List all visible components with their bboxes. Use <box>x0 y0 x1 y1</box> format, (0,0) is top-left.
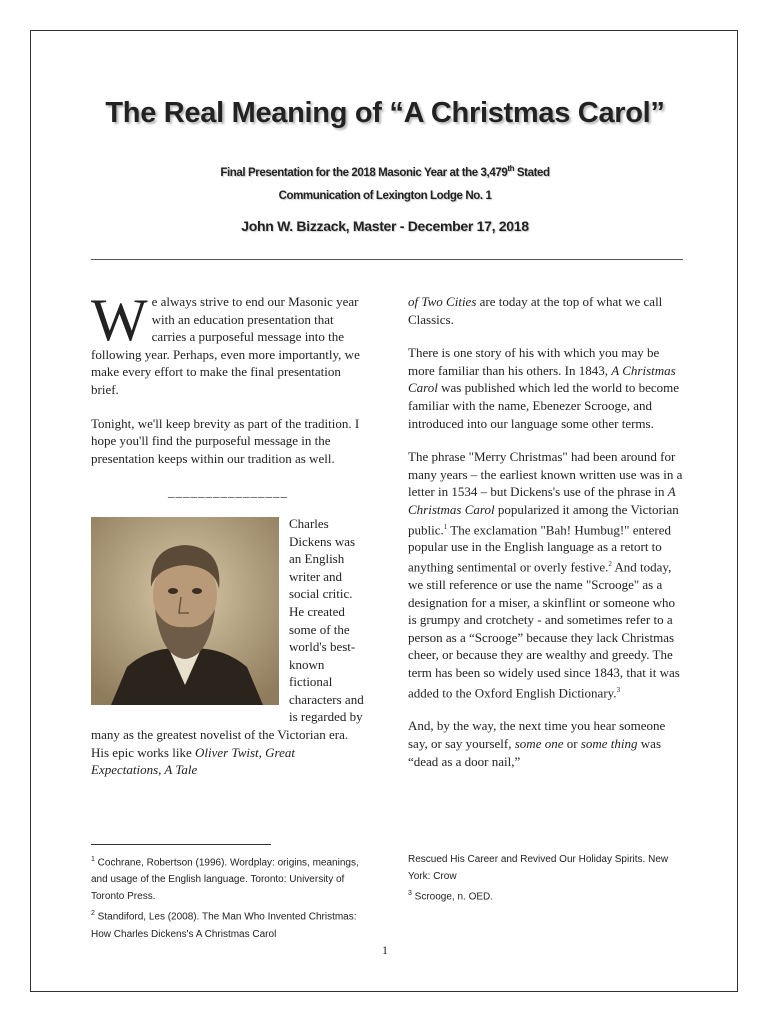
paragraph-classics <box>408 293 686 328</box>
paragraph-carol-text-b: was published which led the world to become familiar with the name, Ebenezer Scrooge, and introduced into our language some other terms. <box>408 380 680 431</box>
book-title-italic: of Two Cities <box>408 294 477 309</box>
door-nail-text-b: or <box>563 736 581 752</box>
right-column <box>408 293 686 786</box>
paragraph-tradition: Tonight, we'll keep brevity as part of the tradition. I hope you'll find the purposeful message in the presentation keeps within our tradition as well. <box>91 415 360 466</box>
document-page <box>30 30 738 992</box>
footnote-2-continued: Rescued His Career and Revived Our Holiday Spirits. New York: Crow <box>408 854 669 882</box>
charles-dickens-portrait <box>91 517 279 705</box>
footnote-1-number: 1 <box>91 856 95 863</box>
paragraph-merry-christmas <box>408 448 686 701</box>
left-column <box>91 287 365 795</box>
footnote-1 <box>91 851 371 905</box>
paragraph-christmas-carol <box>408 344 686 432</box>
footnotes-left <box>91 851 371 943</box>
document-title: The Real Meaning of “A Christmas Carol” <box>105 97 665 129</box>
document-subtitle <box>31 157 739 208</box>
subtitle-line1 <box>220 164 550 179</box>
footnote-3-text: Scrooge, n. OED. <box>411 891 494 903</box>
footnote-3 <box>408 885 688 905</box>
subtitle-superscript: th <box>507 164 515 173</box>
carol-title-italic: A Christmas Carol <box>408 362 676 396</box>
footnote-ref-3[interactable]: 3 <box>616 685 621 694</box>
drop-cap: W <box>91 287 148 353</box>
paragraph-classics-text: are today at the top of what we call Classics. <box>408 294 663 327</box>
footnotes-right <box>408 851 688 905</box>
book-titles-italic: Oliver Twist, Great Expectations, A Tale <box>91 744 296 778</box>
italic-some-one: some one <box>514 736 564 752</box>
footnote-1-text: Cochrane, Robertson (1996). Wordplay: origins, meanings, and usage of the English language. Toronto: University of Toronto Press. <box>91 857 359 903</box>
author-line: John W. Bizzack, Master - December 17, 2018 <box>241 218 529 234</box>
footnote-2-number: 2 <box>91 910 95 918</box>
merry-text-d: And today, we still reference or use the name "Scrooge" as a designation for a miser, a skinflint or someone who is grumpy and crotchety - and sometimes refer to a person as a “Scrooge” because they lack Christmas cheer, or because they are wealthy and greedy. The term has been so widely used since 1843, that it was added to the Oxford English Dictionary. <box>408 559 680 700</box>
merry-text-a: The phrase "Merry Christmas" had been around for many years – the earliest known written use was in a letter in 1534 – but Dickens's use of the phrase in <box>408 449 683 500</box>
footnote-2 <box>91 905 371 942</box>
paragraph-dickens <box>91 515 365 779</box>
subtitle-line1-text: Final Presentation for the 2018 Masonic Year at the 3,479 <box>220 166 508 179</box>
page-number: 1 <box>382 943 388 957</box>
italic-some-thing: some thing <box>580 736 638 752</box>
merry-text-c: The exclamation "Bah! Humbug!" entered popular use in the English language as a retort to anything sentimental or overly festive. <box>408 521 671 575</box>
subtitle-line1-end: Stated <box>514 166 550 179</box>
subtitle-line2: Communication of Lexington Lodge No. 1 <box>278 189 492 202</box>
footnote-ref-1[interactable]: 1 <box>443 522 448 531</box>
door-nail-text-c: was “dead as a door nail,” <box>408 736 662 769</box>
paragraph-door-nail <box>408 717 686 770</box>
paragraph-carol-text-a: There is one story of his with which you may be more familiar than his others. In 1843, <box>408 345 660 378</box>
section-separator: ________________ <box>168 484 288 500</box>
carol-title-italic-2: A Christmas Carol <box>408 484 676 517</box>
door-nail-text-a: And, by the way, the next time you hear someone say, or say yourself, <box>408 718 666 752</box>
footnote-divider <box>91 844 271 845</box>
footnote-2-text: Standiford, Les (2008). The Man Who Invented Christmas: How Charles Dickens's A Christmas Carol <box>91 911 357 940</box>
merry-text-b: popularized it among the Victorian public. <box>408 501 679 537</box>
paragraph-dickens-text: Charles Dickens was an English writer and social critic. He created some of the world's best-known fictional characters and is regarded by many as the greatest novelist of the Victorian era. His epic works like <box>91 515 364 760</box>
footnote-ref-2[interactable]: 2 <box>608 560 612 569</box>
paragraph-intro-text: e always strive to end our Masonic year with an education presentation that carries a purposeful message into the following year. Perhaps, even more importantly, we make every effort to make the final presentation brief. <box>91 294 360 397</box>
header-divider <box>91 259 683 260</box>
footnote-3-number: 3 <box>408 890 412 897</box>
paragraph-intro <box>91 287 365 399</box>
